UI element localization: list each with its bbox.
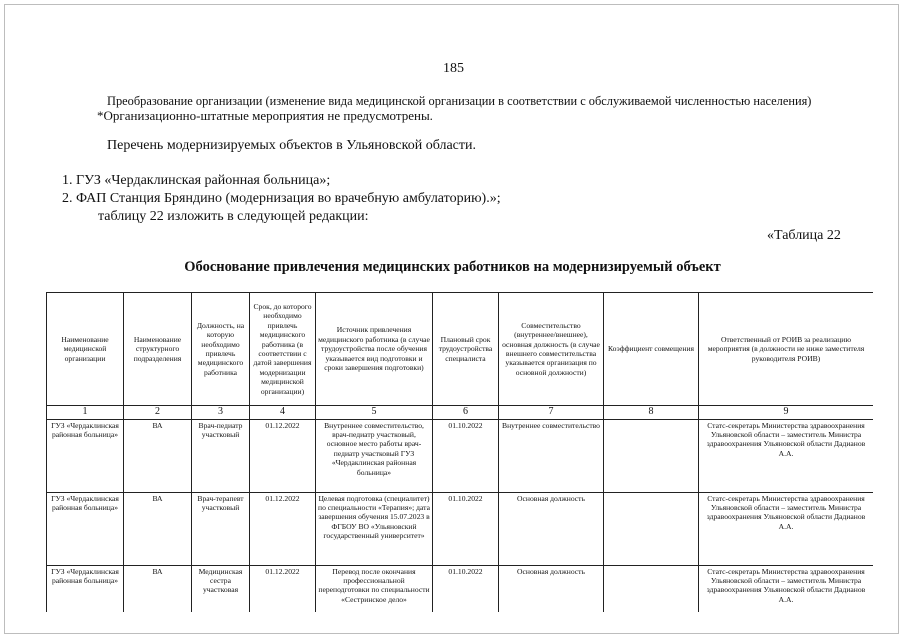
cell-source: Целевая подготовка (специалитет) по специальности «Терапия»; дата завершения обучения 15.07.2023 в ФГБОУ ВО «Ульяновский государственный университет» [316,492,433,565]
header-cell: Источник привлечения медицинского работника (в случае трудоустройства после обучения указывается вид подготовки и сроки завершения подготовки) [316,293,433,406]
cell-position: Врач-терапевт участковый [192,492,250,565]
cell-coefficient [604,565,699,612]
paragraph-transformation: Преобразование организации (изменение вида медицинской организации в соответствии с обслуживаемой численностью населения) [107,94,812,108]
column-number: 7 [499,406,604,420]
cell-organization: ГУЗ «Чердаклинская районная больница» [47,419,124,492]
paragraph-note: *Организационно-штатные мероприятия не предусмотрены. [97,108,433,123]
header-cell: Ответственный от РОИВ за реализацию мероприятия (в должности не ниже заместителя руководителя РОИВ) [699,293,874,406]
header-cell: Должность, на которую необходимо привлечь медицинского работника [192,293,250,406]
paragraph-table-instruction: таблицу 22 изложить в следующей редакции: [98,209,369,224]
list-item-2: 2. ФАП Станция Бряндино (модернизация во врачебную амбулаторию).»; [62,191,501,206]
column-number: 9 [699,406,874,420]
cell-combination: Основная должность [499,492,604,565]
column-number: 8 [604,406,699,420]
table-row [47,565,874,612]
cell-organization: ГУЗ «Чердаклинская районная больница» [47,565,124,612]
cell-source: Внутреннее совместительство, врач-педиатр участковый, основное место работы врач-педиатр участковый ГУЗ «Чердаклинская районная больница» [316,419,433,492]
cell-subdivision: ВА [124,492,192,565]
cell-planned-date: 01.10.2022 [433,419,499,492]
column-number: 1 [47,406,124,420]
column-number-row [47,406,874,420]
cell-deadline: 01.12.2022 [250,492,316,565]
paragraph-list-heading: Перечень модернизируемых объектов в Ульяновской области. [107,138,476,153]
table-caption-label: «Таблица 22 [767,228,841,243]
column-number: 5 [316,406,433,420]
cell-coefficient [604,419,699,492]
cell-position: Медицинская сестра участковая [192,565,250,612]
table-header-row [47,293,874,406]
header-cell: Наименование структурного подразделения [124,293,192,406]
table-row [47,419,874,492]
cell-coefficient [604,492,699,565]
list-item-1: 1. ГУЗ «Чердаклинская районная больница»; [62,173,331,188]
cell-responsible: Статс-секретарь Министерства здравоохранения Ульяновской области – заместитель Министра здравоохранения Ульяновской области Дадианов А.А. [699,565,874,612]
column-number: 2 [124,406,192,420]
cell-responsible: Статс-секретарь Министерства здравоохранения Ульяновской области – заместитель Министра здравоохранения Ульяновской области Дадианов А.А. [699,492,874,565]
cell-organization: ГУЗ «Чердаклинская районная больница» [47,492,124,565]
cell-deadline: 01.12.2022 [250,565,316,612]
cell-position: Врач-педиатр участковый [192,419,250,492]
cell-planned-date: 01.10.2022 [433,565,499,612]
cell-combination: Основная должность [499,565,604,612]
header-cell: Срок, до которого необходимо привлечь медицинского работника (в соответствии с датой завершения модернизации медицинской организации) [250,293,316,406]
cell-subdivision: ВА [124,565,192,612]
column-number: 4 [250,406,316,420]
page-number: 185 [443,61,464,76]
header-cell: Плановый срок трудоустройства специалиста [433,293,499,406]
table-container [46,292,873,612]
cell-deadline: 01.12.2022 [250,419,316,492]
table-title: Обоснование привлечения медицинских работников на модернизируемый объект [184,259,721,275]
cell-planned-date: 01.10.2022 [433,492,499,565]
cell-combination: Внутреннее совместительство [499,419,604,492]
column-number: 6 [433,406,499,420]
header-cell: Совместительство (внутреннее/внешнее), основная должность (в случае внешнего совместительства указывается организация по основной должности) [499,293,604,406]
table-row [47,492,874,565]
header-cell: Коэффициент совмещения [604,293,699,406]
cell-responsible: Статс-секретарь Министерства здравоохранения Ульяновской области – заместитель Министра здравоохранения Ульяновской области Дадианов А.А. [699,419,874,492]
cell-source: Перевод после окончания профессиональной переподготовки по специальности «Сестринское дело» [316,565,433,612]
cell-subdivision: ВА [124,419,192,492]
data-table [46,292,873,612]
column-number: 3 [192,406,250,420]
header-cell: Наименование медицинской организации [47,293,124,406]
